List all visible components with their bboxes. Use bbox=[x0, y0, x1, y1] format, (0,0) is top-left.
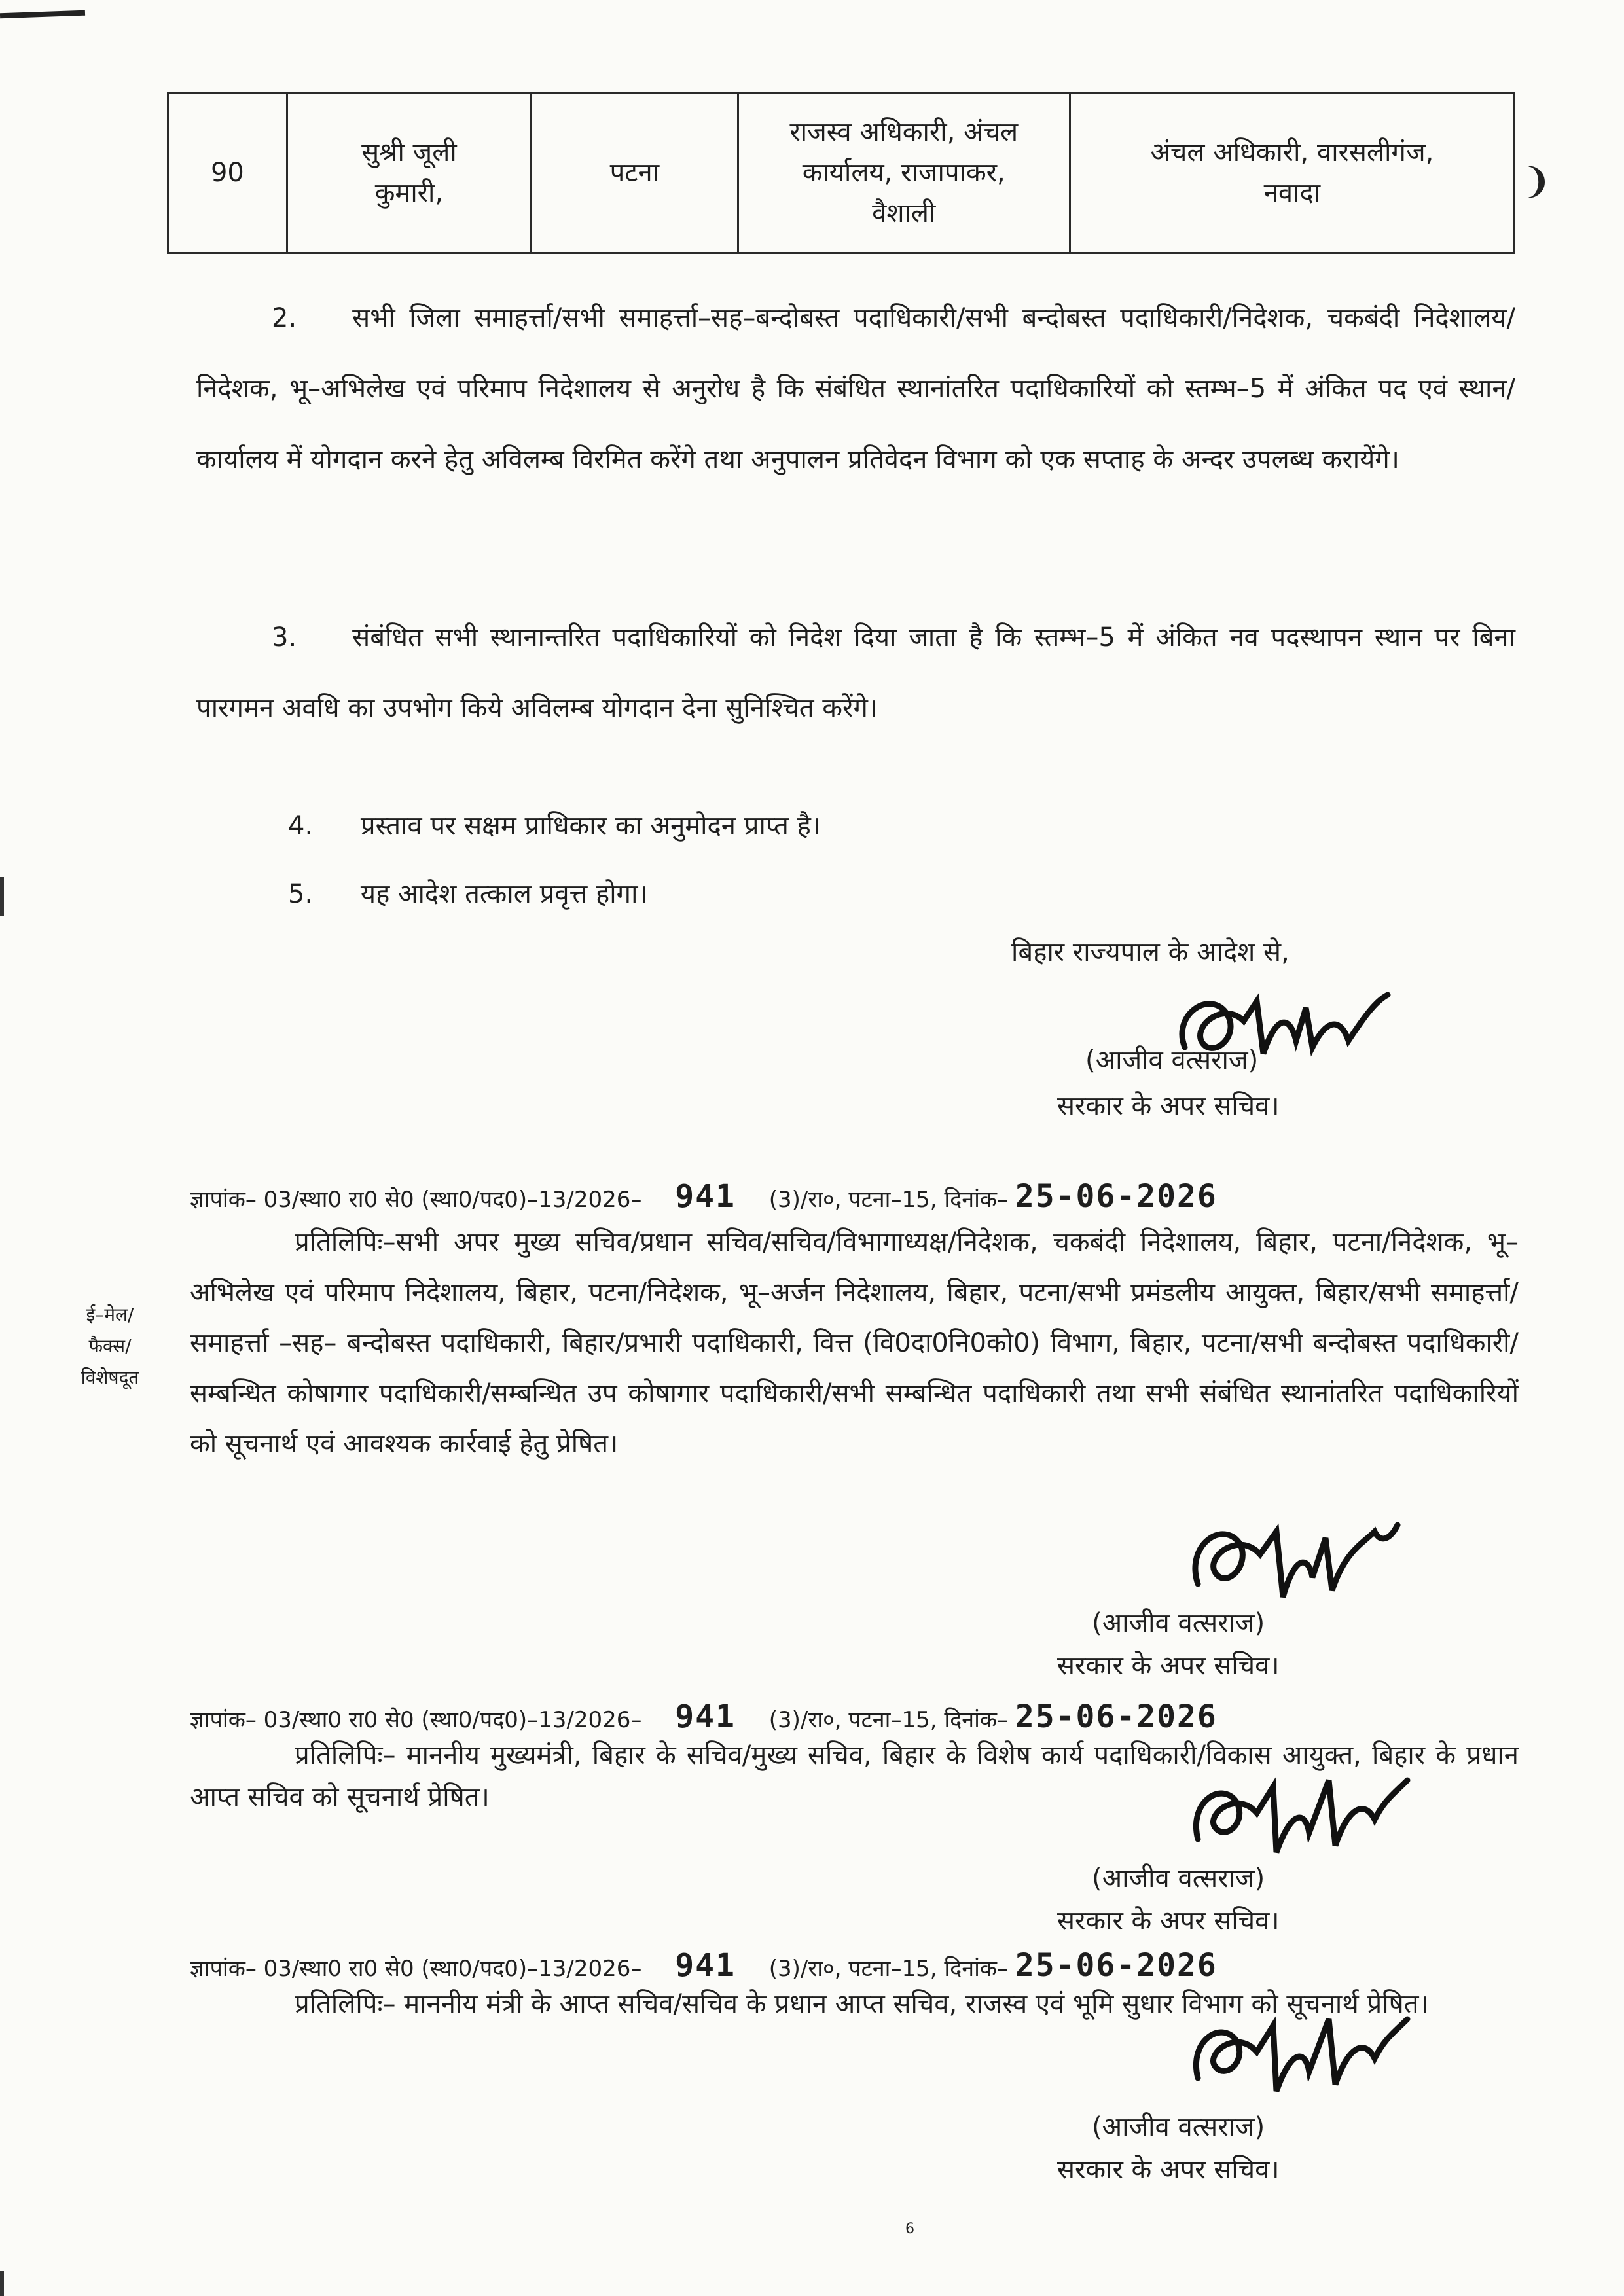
page-number: 6 bbox=[905, 2221, 914, 2237]
table-row bbox=[168, 93, 1515, 253]
handwritten-signature bbox=[1178, 2000, 1414, 2111]
paragraph-text: प्रस्ताव पर सक्षम प्राधिकार का अनुमोदन प्राप्त है। bbox=[360, 811, 821, 841]
memo-copy-text: प्रतिलिपिः–सभी अपर मुख्य सचिव/प्रधान सचिव/सचिव/विभागाध्यक्ष/निदेशक, चकबंदी निदेशालय, बिहार, पटना/निदेशक, भू–अभिलेख एवं परिमाप निदेशालय, बिहार, पटना/निदेशक, भू–अर्जन निदेशालय, बिहार, पटना/सभी प्रमंडलीय आयुक्त, बिहार/सभी समाहर्त्ता/समाहर्त्ता –सह– बन्दोबस्त पदाधिकारी, बिहार/प्रभारी पदाधिकारी, वित्त (वि0दा0नि0को0) विभाग, बिहार, पटना/सभी बन्दोबस्त पदाधिकारी/सम्बन्धित कोषागार पदाधिकारी/सम्बन्धित उप कोषागार पदाधिकारी/सभी सम्बन्धित पदाधिकारी तथा सभी संबंधित स्थानांतरित पदाधिकारियों को सूचनार्थ एवं आवश्यक कार्रवाई हेतु प्रेषित। bbox=[190, 1227, 1519, 1459]
signatory-designation: सरकार के अपर सचिव। bbox=[1057, 2155, 1280, 2185]
pen-mark-icon: ❩ bbox=[1522, 160, 1552, 202]
memo-middle: (3)/रा०, पटना–15, दिनांक– bbox=[768, 1187, 1008, 1213]
memo-copy-text: प्रतिलिपिः– माननीय मंत्री के आप्त सचिव/सचिव के प्रधान आप्त सचिव, राजस्व एवं भूमि सुधार विभाग को सूचनार्थ प्रेषित। bbox=[295, 1989, 1429, 2019]
memo-copy-text: प्रतिलिपिः– माननीय मुख्यमंत्री, बिहार के सचिव/मुख्य सचिव, बिहार के विशेष कार्य पदाधिकारी/विकास आयुक्त, बिहार के प्रधान आप्त सचिव को सूचनार्थ प्रेषित। bbox=[190, 1740, 1519, 1812]
memo-prefix: ज्ञापांक– 03/स्था0 रा0 से0 (स्था0/पद0)–13/2026– bbox=[190, 1956, 642, 1982]
memo-date: 25-06-2026 bbox=[1015, 1178, 1218, 1215]
name-line: सुश्री जूली bbox=[361, 137, 457, 168]
paragraph-5 bbox=[288, 874, 648, 910]
transfer-table bbox=[167, 92, 1515, 254]
memo-number: 941 bbox=[675, 1698, 736, 1735]
current-post-line: कार्यालय, राजापाकर, bbox=[802, 158, 1005, 188]
signatory-name: (आजीव वत्सराज) bbox=[1092, 2112, 1265, 2142]
table-cell-current-post bbox=[738, 93, 1070, 253]
signatory-designation: सरकार के अपर सचिव। bbox=[1057, 1651, 1280, 1681]
paragraph-text: संबंधित सभी स्थानान्तरित पदाधिकारियों को निदेश दिया जाता है कि स्तम्भ–5 में अंकित नव पदस्थापन स्थान पर बिना पारगमन अवधि का उपभोग किये अविलम्ब योगदान देना सुनिश्चित करेंगे। bbox=[196, 622, 1515, 723]
paragraph-3 bbox=[196, 602, 1515, 744]
handwritten-signature bbox=[1178, 1761, 1414, 1872]
scan-edge-mark bbox=[0, 10, 85, 19]
scan-margin-mark bbox=[0, 877, 4, 916]
memo-date: 25-06-2026 bbox=[1015, 1947, 1218, 1984]
order-line: बिहार राज्यपाल के आदेश से, bbox=[1011, 937, 1290, 967]
paragraph-number: 2. bbox=[272, 303, 297, 333]
signatory-designation: सरकार के अपर सचिव। bbox=[1057, 1906, 1280, 1936]
signatory-designation: सरकार के अपर सचिव। bbox=[1057, 1091, 1280, 1121]
paragraph-number: 3. bbox=[272, 622, 297, 653]
signatory-name: (आजीव वत्सराज) bbox=[1085, 1045, 1259, 1075]
signatory-name: (आजीव वत्सराज) bbox=[1092, 1608, 1265, 1638]
paragraph-number: 4. bbox=[288, 811, 314, 841]
paragraph-text: सभी जिला समाहर्त्ता/सभी समाहर्त्ता–सह–बन्दोबस्त पदाधिकारी/सभी बन्दोबस्त पदाधिकारी/निदेशक, चकबंदी निदेशालय/निदेशक, भू–अभिलेख एवं परिमाप निदेशालय से अनुरोध है कि संबंधित स्थानांतरित पदाधिकारियों को स्तम्भ–5 में अंकित पद एवं स्थान/कार्यालय में योगदान करने हेतु अविलम्ब विरमित करेंगे तथा अनुपालन प्रतिवेदन विभाग को एक सप्ताह के अन्दर उपलब्ध करायेंगे। bbox=[196, 303, 1515, 475]
scan-margin-mark bbox=[0, 2271, 4, 2296]
memo-prefix: ज्ञापांक– 03/स्था0 रा0 से0 (स्था0/पद0)–13/2026– bbox=[190, 1707, 642, 1733]
dispatch-mode-line: फैक्स/ bbox=[88, 1335, 132, 1357]
current-post-line: वैशाली bbox=[872, 198, 936, 228]
paragraph-text: यह आदेश तत्काल प्रवृत्त होगा। bbox=[360, 879, 648, 909]
signatory-name: (आजीव वत्सराज) bbox=[1092, 1863, 1265, 1893]
table-cell-name bbox=[287, 93, 531, 253]
memo-number: 941 bbox=[675, 1178, 736, 1215]
paragraph-2 bbox=[196, 283, 1515, 495]
paragraph-number: 5. bbox=[288, 879, 314, 909]
dispatch-mode-line: ई–मेल/ bbox=[86, 1304, 134, 1325]
memo-number: 941 bbox=[675, 1947, 736, 1984]
paragraph-4 bbox=[288, 806, 821, 842]
memo-middle: (3)/रा०, पटना–15, दिनांक– bbox=[768, 1956, 1008, 1982]
memo-prefix: ज्ञापांक– 03/स्था0 रा0 से0 (स्था0/पद0)–13/2026– bbox=[190, 1187, 642, 1213]
memo-date: 25-06-2026 bbox=[1015, 1698, 1218, 1735]
dispatch-mode-note bbox=[71, 1299, 149, 1393]
memo-reference-line bbox=[190, 1178, 1218, 1215]
current-post-line: राजस्व अधिकारी, अंचल bbox=[789, 117, 1019, 147]
new-post-line: नवादा bbox=[1263, 178, 1321, 208]
memo-middle: (3)/रा०, पटना–15, दिनांक– bbox=[768, 1707, 1008, 1733]
table-cell-new-post bbox=[1070, 93, 1514, 253]
dispatch-mode-line: विशेषदूत bbox=[81, 1367, 139, 1388]
memo-reference-line bbox=[190, 1698, 1218, 1735]
table-cell-district: पटना bbox=[531, 93, 738, 253]
table-cell-sl-no: 90 bbox=[168, 93, 287, 253]
new-post-line: अंचल अधिकारी, वारसलीगंज, bbox=[1150, 137, 1434, 168]
memo-reference-line bbox=[190, 1947, 1218, 1984]
name-line: कुमारी, bbox=[374, 178, 444, 208]
